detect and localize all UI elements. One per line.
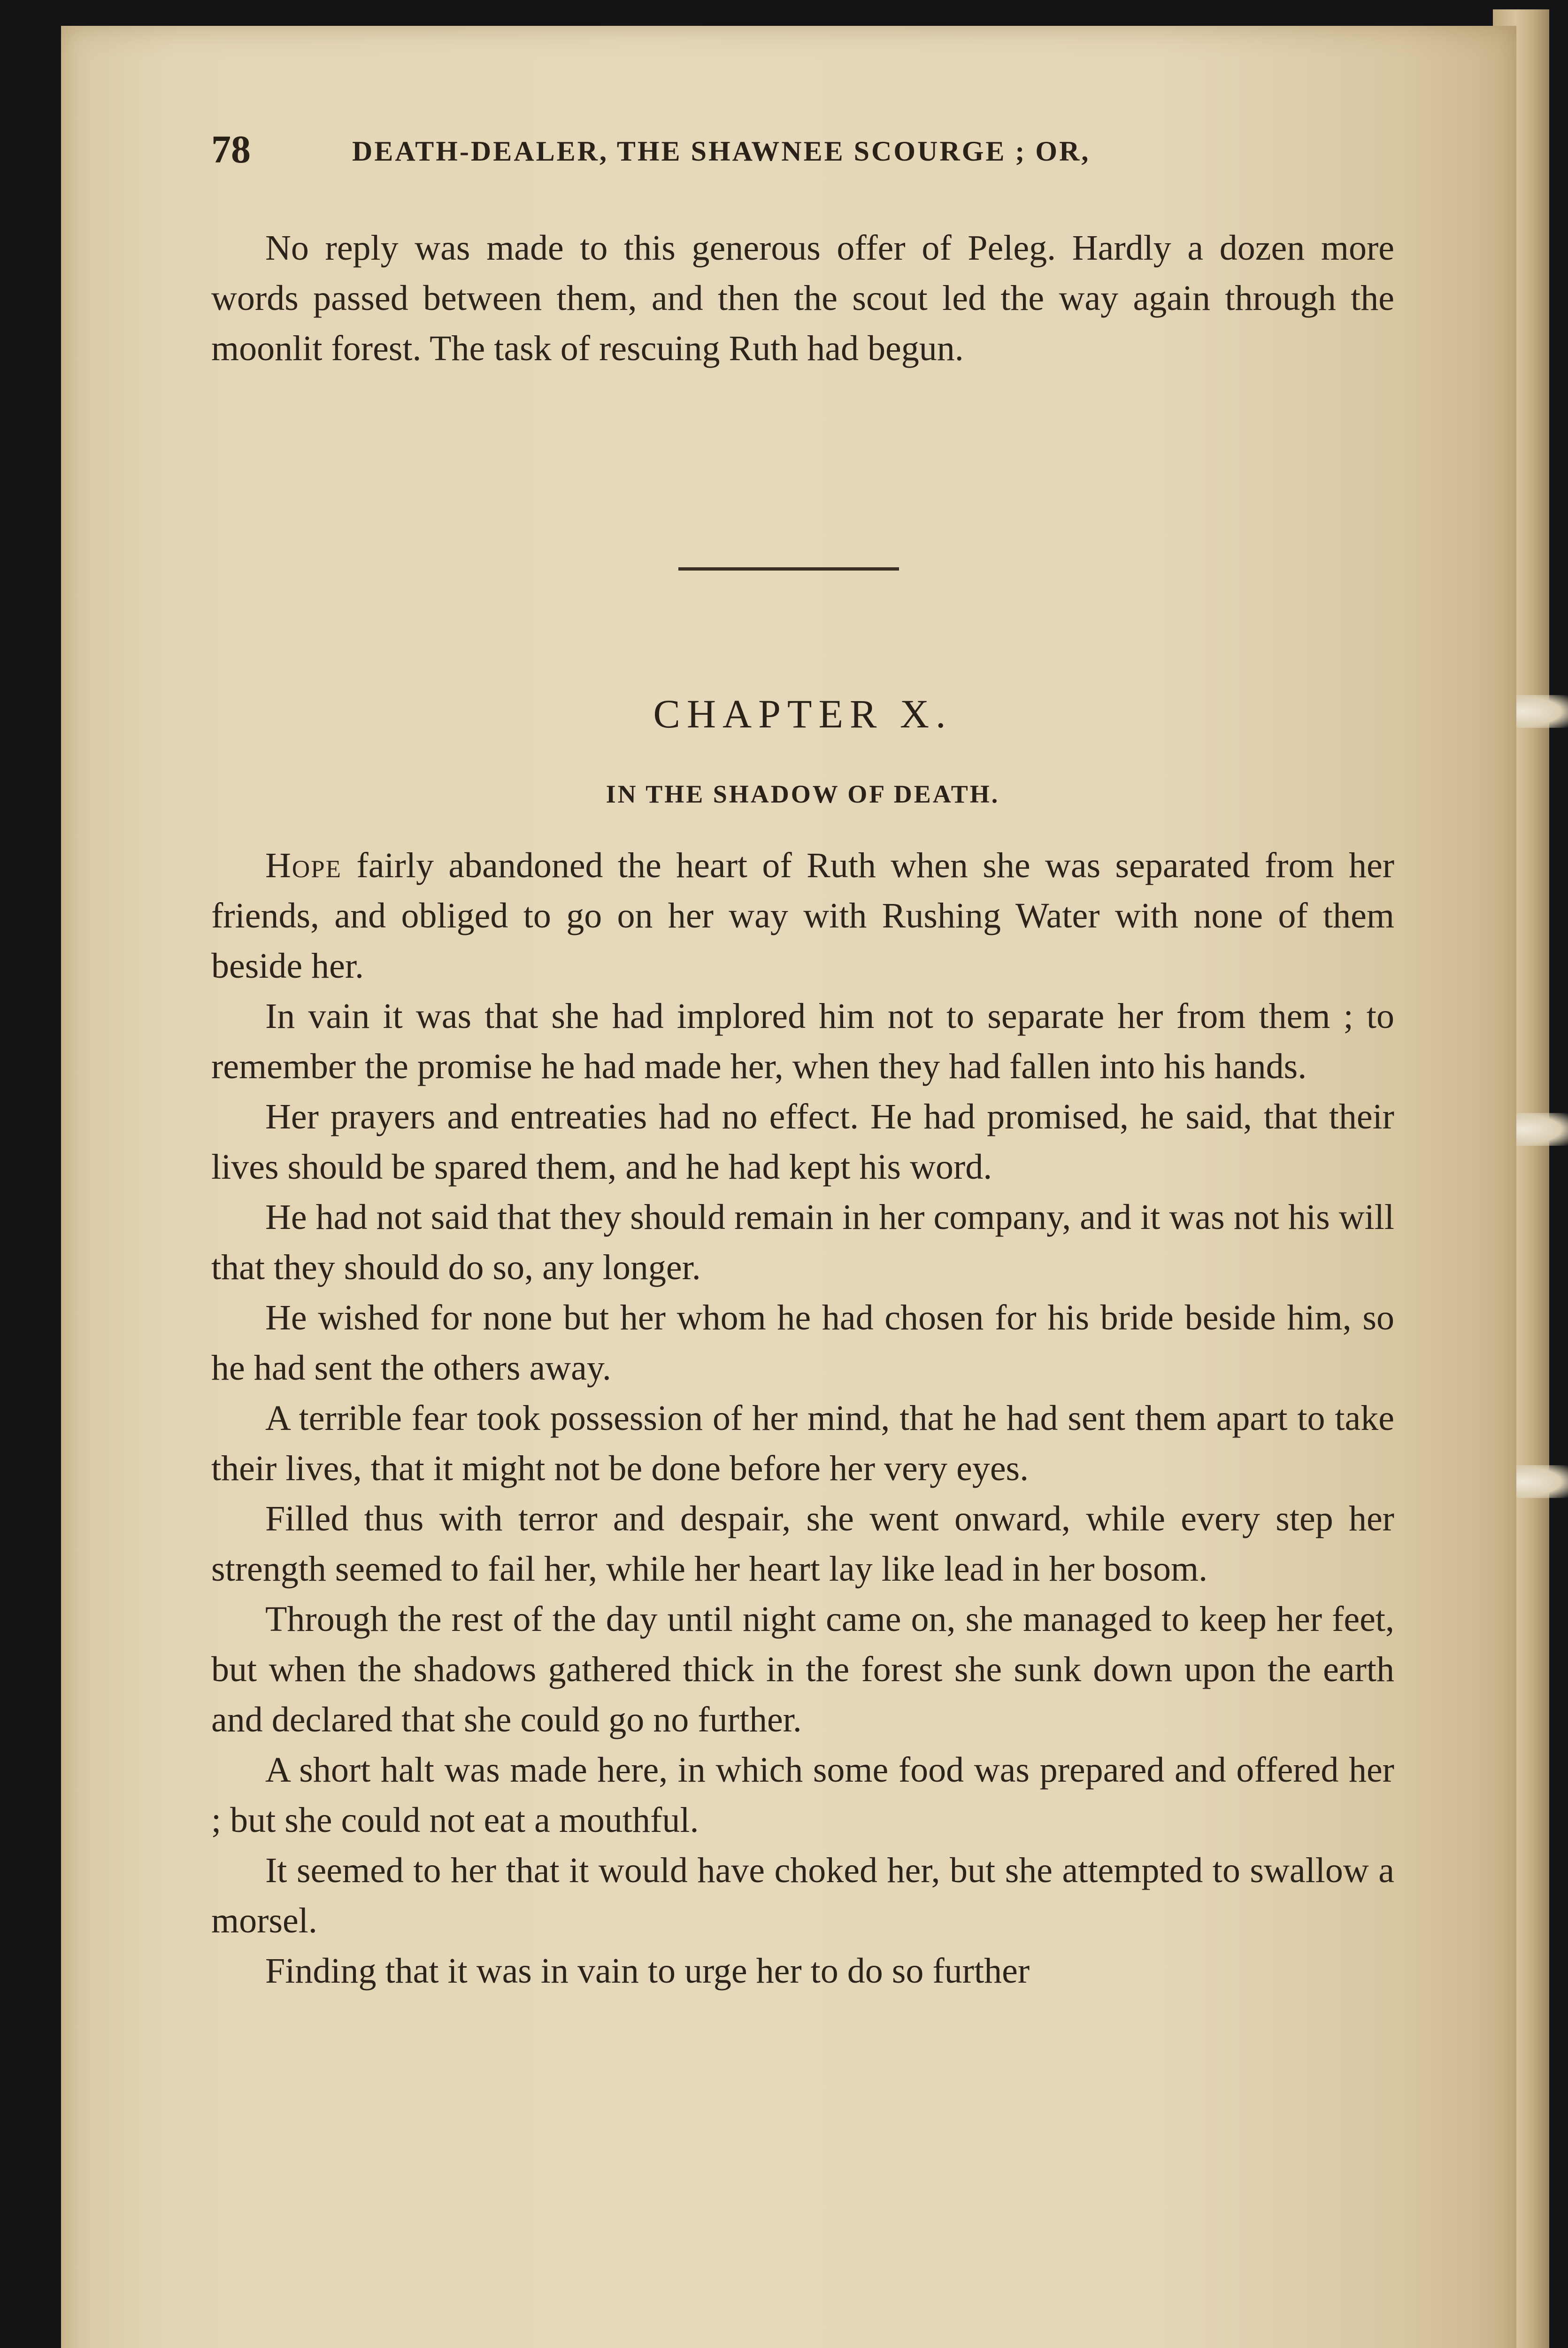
running-head (211, 127, 1385, 183)
chapter-title: CHAPTER X. (653, 691, 953, 736)
paragraph: He had not said that they should remain in her company, and it was not his will that they should do so, any longer. (211, 1197, 1394, 1287)
page-number: 78 (211, 128, 251, 171)
section-rule (678, 567, 899, 571)
paragraph: He wished for none but her whom he had chosen for his bride beside him, so he had sent the others away. (211, 1298, 1394, 1388)
paragraph-text: fairly abandoned the heart of Ruth when she was separated from her friends, and obliged to go on her way with Rushing Water with none of them beside her. (211, 846, 1394, 986)
paragraph: It seemed to her that it would have choked her, but she attempted to swallow a morsel. (211, 1851, 1394, 1940)
running-head-title: DEATH-DEALER, THE SHAWNEE SCOURGE ; OR, (352, 136, 1091, 167)
paragraph: No reply was made to this generous offer of Peleg. Hardly a dozen more words passed between them, and then the scout led the way again through the moonlit forest. The task of rescuing Ruth had begun. (211, 228, 1394, 368)
paragraph: A short halt was made here, in which some food was prepared and offered her ; but she could not eat a mouthful. (211, 1750, 1394, 1840)
paragraph (211, 841, 1394, 991)
lead-word: Hope (265, 846, 342, 885)
chapter-body (211, 841, 1394, 1996)
paragraph: Filled thus with terror and despair, she went onward, while every step her strength seemed to fail her, while her heart lay like lead in her bosom. (211, 1499, 1394, 1589)
paragraph: Her prayers and entreaties had no effect. He had promised, he said, that their lives should be spared them, and he had kept his word. (211, 1097, 1394, 1187)
paragraph: Through the rest of the day until night came on, she managed to keep her feet, but when the shadows gathered thick in the forest she sunk down upon the earth and declared that she could go no further. (211, 1599, 1394, 1739)
previous-chapter-ending (211, 223, 1394, 374)
paragraph: Finding that it was in vain to urge her to do so further (265, 1951, 1030, 1991)
paragraph: In vain it was that she had implored him not to separate her from them ; to remember the promise he had made her, when they had fallen into his hands. (211, 996, 1394, 1086)
chapter-subtitle: IN THE SHADOW OF DEATH. (606, 780, 1000, 808)
paragraph: A terrible fear took possession of her mind, that he had sent them apart to take their lives, that it might not be done before her very eyes. (211, 1398, 1394, 1488)
